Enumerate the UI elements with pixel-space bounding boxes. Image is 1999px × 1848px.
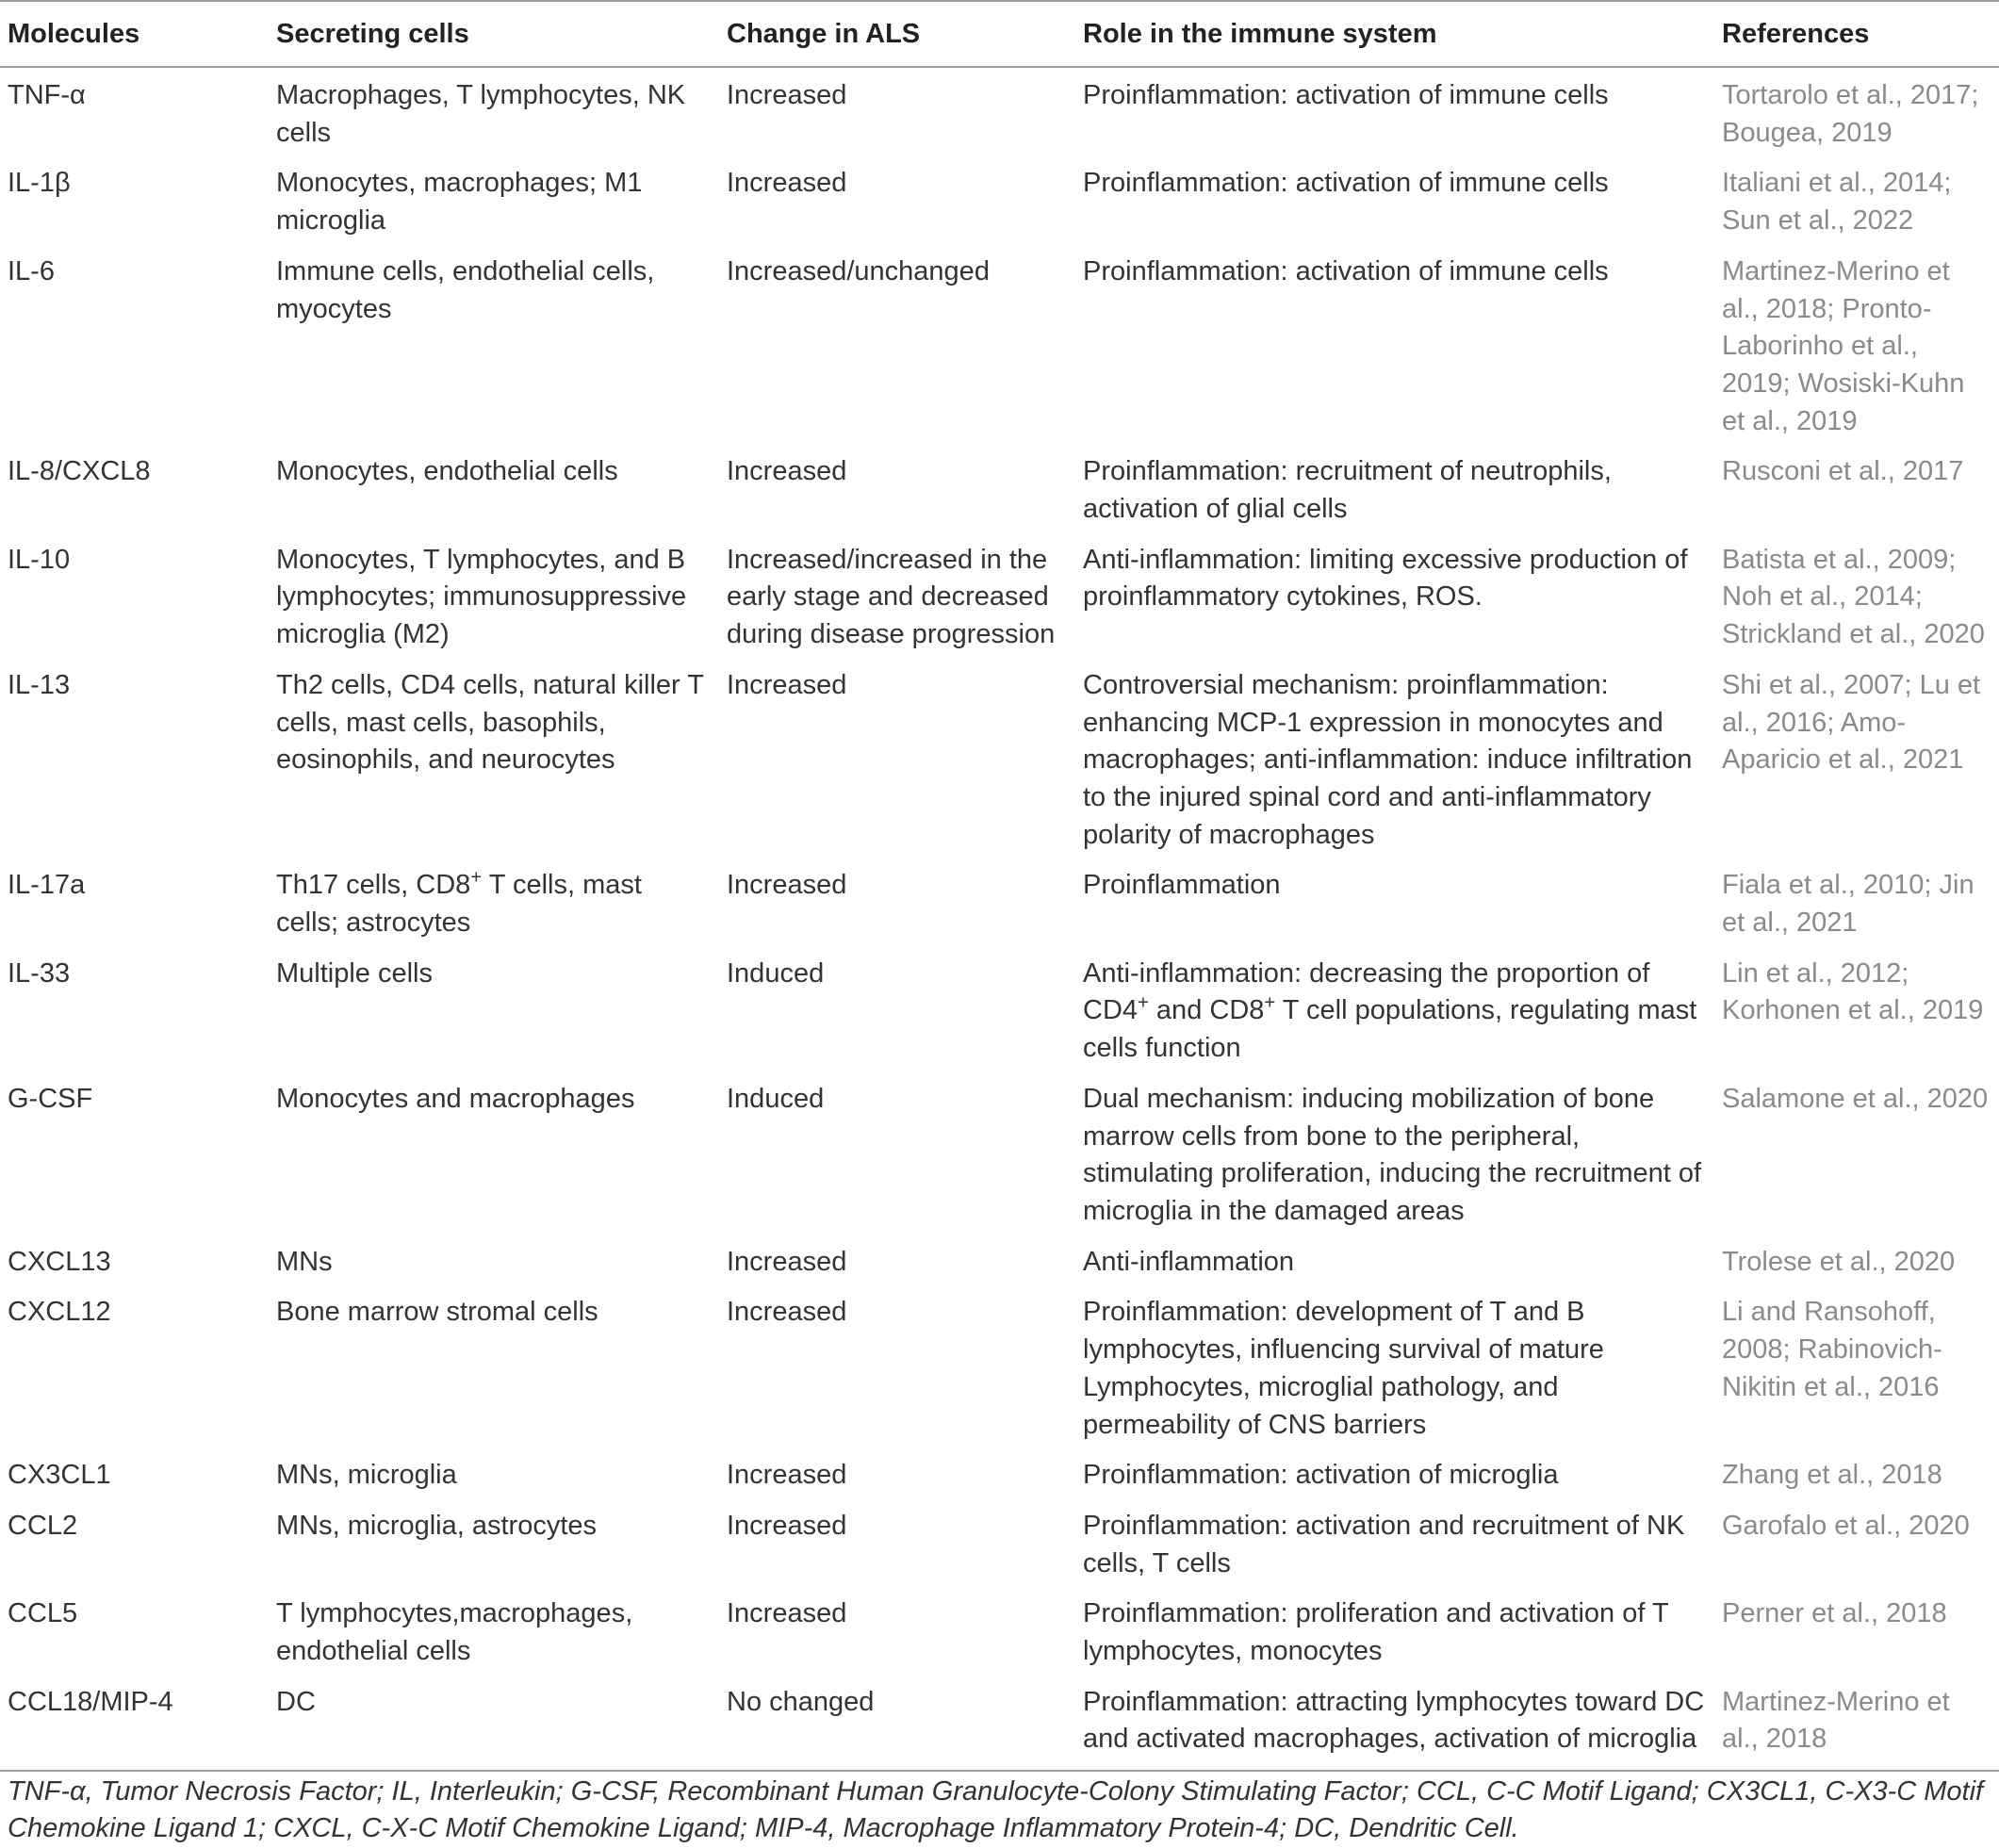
molecule-cell: IL-8/CXCL8 bbox=[8, 456, 151, 487]
secreting-cells-cell: MNs, microglia bbox=[276, 1460, 457, 1491]
column-header-secreting-cells: Secreting cells bbox=[269, 1, 719, 67]
table-row bbox=[0, 532, 1999, 658]
references-cell: Batista et al., 2009; Noh et al., 2014; Strickland et al., 2020 bbox=[1722, 544, 1985, 650]
molecule-cell: TNF-α bbox=[8, 80, 86, 110]
table-row bbox=[0, 155, 1999, 243]
table-row bbox=[0, 1071, 1999, 1235]
references-cell: Perner et al., 2018 bbox=[1722, 1598, 1947, 1629]
references-cell: Garofalo et al., 2020 bbox=[1722, 1510, 1970, 1541]
role-cell: Dual mechanism: inducing mobilization of bone marrow cells from bone to the peripheral, stimulating proliferation, inducing the recruitment of microglia in the damaged areas bbox=[1083, 1083, 1702, 1226]
molecule-cell: IL-6 bbox=[8, 255, 55, 286]
secreting-cells-cell: Multiple cells bbox=[276, 957, 433, 989]
references-cell: Li and Ransohoff, 2008; Rabinovich-Nikitin et al., 2016 bbox=[1722, 1297, 1942, 1402]
role-cell: Proinflammation: recruitment of neutrophils, activation of glial cells bbox=[1083, 456, 1612, 525]
role-cell: Controversial mechanism: proinflammation: enhancing MCP-1 expression in monocytes and macrophages; anti-inflammation: induce infiltration to the injured spinal cord and anti-inflammatory polarity of macrophages bbox=[1083, 669, 1693, 850]
table-header-row bbox=[0, 1, 1999, 67]
change-cell: Increased bbox=[727, 168, 847, 199]
references-cell: Zhang et al., 2018 bbox=[1722, 1460, 1942, 1491]
secreting-cells-cell: Monocytes, T lymphocytes, and B lymphocytes; immunosuppressive microglia (M2) bbox=[276, 544, 687, 650]
references-cell: Tortarolo et al., 2017; Bougea, 2019 bbox=[1722, 80, 1979, 148]
molecule-cell: IL-10 bbox=[8, 544, 71, 575]
change-cell: Increased/unchanged bbox=[727, 255, 990, 286]
secreting-cells-cell: Immune cells, endothelial cells, myocytes bbox=[276, 255, 655, 324]
secreting-cells-cell: Macrophages, T lymphocytes, NK cells bbox=[276, 80, 686, 148]
secreting-cells-cell: T lymphocytes,macrophages, endothelial cells bbox=[276, 1598, 633, 1667]
secreting-cells-cell: MNs, microglia, astrocytes bbox=[276, 1510, 598, 1541]
table-row bbox=[0, 67, 1999, 155]
molecule-cell: G-CSF bbox=[8, 1083, 93, 1114]
role-cell: Anti-inflammation bbox=[1083, 1246, 1295, 1277]
molecule-cell: IL-17a bbox=[8, 870, 86, 901]
change-cell: Increased bbox=[727, 669, 847, 700]
role-cell: Proinflammation: activation of immune cells bbox=[1083, 255, 1609, 286]
column-header-molecules: Molecules bbox=[0, 1, 269, 67]
references-cell: Shi et al., 2007; Lu et al., 2016; Amo-Aparicio et al., 2021 bbox=[1722, 669, 1981, 776]
table-row bbox=[0, 858, 1999, 945]
role-cell bbox=[1075, 946, 1714, 1071]
column-header-change-in-als: Change in ALS bbox=[719, 1, 1075, 67]
table-row bbox=[0, 1675, 1999, 1771]
role-cell: Proinflammation: attracting lymphocytes toward DC and activated macrophages, activation of microglia bbox=[1075, 1675, 1714, 1771]
change-cell: Increased bbox=[727, 1598, 847, 1629]
secreting-cells-cell: Monocytes and macrophages bbox=[276, 1083, 635, 1114]
table-row bbox=[0, 1447, 1999, 1498]
molecule-cell: CXCL12 bbox=[8, 1297, 111, 1328]
molecule-cell: CCL18/MIP-4 bbox=[0, 1675, 269, 1771]
secreting-cells-cell: Bone marrow stromal cells bbox=[276, 1297, 598, 1328]
change-cell: Increased bbox=[727, 80, 847, 110]
change-cell: Increased bbox=[727, 1246, 847, 1277]
secreting-cells-cell: Monocytes, macrophages; M1 microglia bbox=[276, 168, 643, 237]
references-cell: Fiala et al., 2010; Jin et al., 2021 bbox=[1722, 870, 1974, 939]
superscript-plus: + bbox=[1264, 992, 1276, 1014]
role-cell: Proinflammation: development of T and B lymphocytes, influencing survival of mature Lymphocytes, microglial pathology, and permeability of CNS barriers bbox=[1083, 1297, 1604, 1440]
column-header-role: Role in the immune system bbox=[1075, 1, 1714, 67]
change-cell: Increased bbox=[727, 870, 847, 901]
superscript-plus: + bbox=[1138, 992, 1149, 1014]
molecule-cell: IL-33 bbox=[8, 957, 71, 989]
column-header-references: References bbox=[1714, 1, 1999, 67]
molecule-cell: CXCL13 bbox=[8, 1246, 111, 1277]
table-row bbox=[0, 444, 1999, 532]
role-cell: Proinflammation: activation of microglia bbox=[1083, 1460, 1559, 1491]
secreting-cells-cell bbox=[269, 858, 719, 945]
role-cell: Proinflammation: activation of immune cells bbox=[1083, 80, 1609, 110]
change-cell: Increased/increased in the early stage and decreased during disease progression bbox=[727, 544, 1056, 650]
secreting-cells-cell: MNs bbox=[276, 1246, 333, 1277]
superscript-plus: + bbox=[470, 867, 483, 889]
role-text: Anti-inflammation: decreasing the proportion of CD4 bbox=[1083, 957, 1650, 1026]
secreting-cells-cell: Monocytes, endothelial cells bbox=[276, 456, 618, 487]
change-cell: Increased bbox=[727, 1460, 847, 1491]
molecule-cell: CCL2 bbox=[8, 1510, 78, 1541]
molecule-cell: IL-1β bbox=[8, 168, 71, 199]
role-cell: Anti-inflammation: limiting excessive production of proinflammatory cytokines, ROS. bbox=[1083, 544, 1688, 613]
role-cell: Proinflammation bbox=[1083, 870, 1281, 901]
change-cell: Increased bbox=[727, 1510, 847, 1541]
role-text: T cell populations, regulating mast cells function bbox=[1083, 995, 1697, 1064]
role-text: and CD8 bbox=[1148, 995, 1265, 1026]
references-cell: Salamone et al., 2020 bbox=[1722, 1083, 1989, 1114]
cells-text: Th17 cells, CD8 bbox=[276, 870, 471, 901]
references-cell: Italiani et al., 2014; Sun et al., 2022 bbox=[1722, 168, 1952, 237]
cells-text: T cells, mast cells; astrocytes bbox=[276, 870, 642, 939]
references-cell: Rusconi et al., 2017 bbox=[1722, 456, 1964, 487]
molecule-cell: CCL5 bbox=[8, 1598, 78, 1629]
change-cell: Increased bbox=[727, 1297, 847, 1328]
role-cell: Proinflammation: proliferation and activation of T lymphocytes, monocytes bbox=[1083, 1598, 1669, 1667]
change-cell: Increased bbox=[727, 456, 847, 487]
table-row bbox=[0, 658, 1999, 859]
role-cell: Proinflammation: activation of immune cells bbox=[1083, 168, 1609, 199]
role-cell: Proinflammation: activation and recruitment of NK cells, T cells bbox=[1083, 1510, 1685, 1578]
table-row bbox=[0, 946, 1999, 1071]
table-row bbox=[0, 1586, 1999, 1674]
references-cell: Martinez-Merino et al., 2018; Pronto-Laborinho et al., 2019; Wosiski-Kuhn et al., 2019 bbox=[1722, 255, 1965, 436]
secreting-cells-cell: DC bbox=[269, 1675, 719, 1771]
molecule-cell: IL-13 bbox=[8, 669, 71, 700]
references-cell: Trolese et al., 2020 bbox=[1722, 1246, 1956, 1277]
molecule-cell: CX3CL1 bbox=[8, 1460, 111, 1491]
references-cell: Martinez-Merino et al., 2018 bbox=[1714, 1675, 1999, 1771]
references-cell: Lin et al., 2012; Korhonen et al., 2019 bbox=[1722, 957, 1984, 1026]
change-cell: No changed bbox=[719, 1675, 1075, 1771]
table-footnote: TNF-α, Tumor Necrosis Factor; IL, Interleukin; G-CSF, Recombinant Human Granulocyte-Colony Stimulating Factor; CCL, C-C Motif Ligand; CX3CL1, C-X3-C Motif Chemokine Ligand 1; CXCL, C-X-C Motif Chemokine Ligand; MIP-4, Macrophage Inflammatory Protein-4; DC, Dendritic Cell. bbox=[8, 1776, 1984, 1843]
table-row bbox=[0, 1498, 1999, 1586]
secreting-cells-cell: Th2 cells, CD4 cells, natural killer T cells, mast cells, basophils, eosinophils, and neurocytes bbox=[276, 669, 704, 776]
change-cell: Induced bbox=[727, 957, 825, 989]
table-row bbox=[0, 1284, 1999, 1447]
table-row bbox=[0, 1235, 1999, 1285]
table-row bbox=[0, 244, 1999, 445]
change-cell: Induced bbox=[727, 1083, 825, 1114]
